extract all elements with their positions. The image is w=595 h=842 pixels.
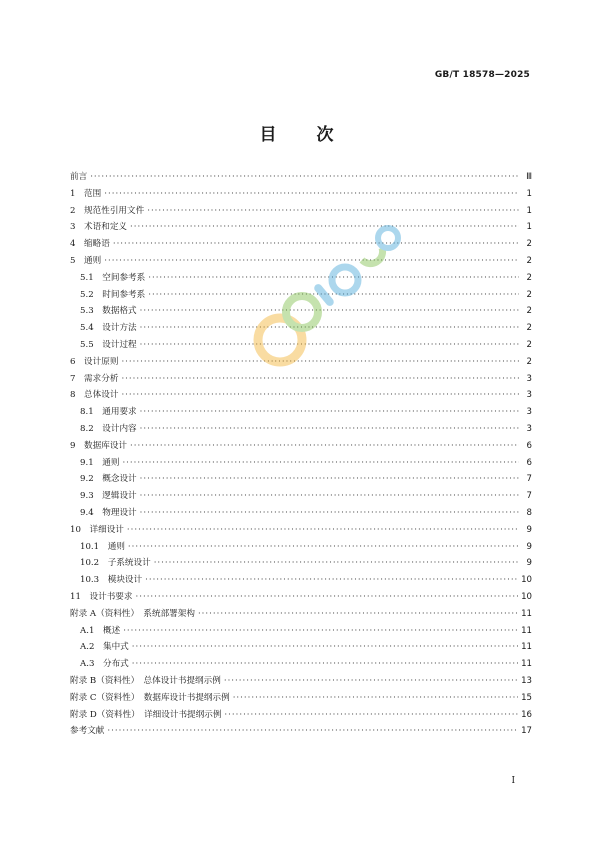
- toc-entry[interactable]: [70, 523, 532, 540]
- toc-entry-label: 10.3 模块设计: [80, 575, 143, 586]
- toc-entry-page: 10: [521, 591, 532, 602]
- toc-entry-label: 5.3 数据格式: [80, 306, 137, 317]
- toc-leader-dots: [148, 273, 519, 283]
- toc-leader-dots: [132, 642, 518, 652]
- toc-leader-dots: [136, 592, 519, 602]
- toc-entry-page: 1: [526, 222, 532, 233]
- toc-entry-page: 6: [526, 440, 532, 451]
- toc-entry-page: 9: [526, 541, 532, 552]
- toc-entry[interactable]: [70, 254, 532, 271]
- toc-leader-dots: [127, 525, 519, 535]
- toc-entry[interactable]: [70, 540, 532, 557]
- toc-entry-page: 11: [521, 608, 532, 619]
- toc-entry[interactable]: [70, 388, 532, 405]
- toc-entry-label: 10.2 子系统设计: [80, 558, 151, 569]
- toc-leader-dots: [104, 189, 519, 199]
- toc-leader-dots: [121, 390, 519, 400]
- toc-entry-label: 10 详细设计: [70, 524, 124, 535]
- toc-leader-dots: [140, 306, 519, 316]
- toc-leader-dots: [123, 626, 518, 636]
- toc-leader-dots: [224, 676, 518, 686]
- toc-leader-dots: [233, 693, 518, 703]
- toc-entry[interactable]: [70, 674, 532, 691]
- toc-leader-dots: [140, 491, 519, 501]
- toc-entry-label: 5.4 设计方法: [80, 323, 137, 334]
- toc-entry-page: Ⅲ: [526, 172, 532, 182]
- toc-leader-dots: [154, 558, 519, 568]
- toc-entry-label: 附录 C（资料性） 数据库设计书提纲示例: [70, 692, 230, 703]
- toc-entry-page: 3: [526, 423, 532, 434]
- toc-entry[interactable]: [70, 338, 532, 355]
- toc-entry-page: 3: [526, 390, 532, 401]
- toc-entry-label: 7 需求分析: [70, 373, 119, 384]
- toc-entry[interactable]: [70, 187, 532, 204]
- toc-entry[interactable]: [70, 321, 532, 338]
- toc-leader-dots: [140, 323, 519, 333]
- toc-entry-page: 1: [526, 205, 532, 216]
- table-of-contents: [70, 170, 532, 741]
- toc-leader-dots: [113, 239, 519, 249]
- toc-entry[interactable]: [70, 422, 532, 439]
- toc-entry-label: 10.1 通则: [80, 541, 125, 552]
- toc-leader-dots: [130, 222, 519, 232]
- toc-entry-page: 16: [521, 709, 532, 720]
- toc-entry-label: 参考文献: [70, 726, 105, 737]
- toc-entry-page: 10: [521, 575, 532, 586]
- toc-leader-dots: [90, 172, 519, 182]
- toc-entry-label: 2 规范性引用文件: [70, 205, 145, 216]
- toc-entry[interactable]: [70, 271, 532, 288]
- toc-entry[interactable]: [70, 556, 532, 573]
- toc-leader-dots: [147, 206, 519, 216]
- toc-entry[interactable]: [70, 489, 532, 506]
- toc-entry-page: 6: [526, 457, 532, 468]
- toc-entry-page: 2: [526, 339, 532, 350]
- page-title: 目 次: [259, 125, 336, 145]
- toc-entry-page: 11: [521, 625, 532, 636]
- toc-leader-dots: [107, 726, 518, 736]
- toc-entry-page: 2: [526, 239, 532, 250]
- toc-entry-label: 5 通则: [70, 255, 102, 266]
- toc-entry[interactable]: [70, 708, 532, 725]
- toc-entry[interactable]: [70, 372, 532, 389]
- toc-entry-page: 11: [521, 659, 532, 670]
- toc-entry[interactable]: [70, 405, 532, 422]
- toc-entry-label: A.3 分布式: [80, 659, 129, 670]
- toc-entry-label: 9 数据库设计: [70, 440, 128, 451]
- toc-entry-label: A.1 概述: [80, 625, 121, 636]
- toc-entry-label: 1 范围: [70, 188, 102, 199]
- toc-entry-page: 2: [526, 306, 532, 317]
- toc-entry-label: 6 设计原则: [70, 356, 119, 367]
- toc-entry-label: 5.1 空间参考系: [80, 272, 146, 283]
- toc-leader-dots: [132, 659, 518, 669]
- toc-entry[interactable]: [70, 624, 532, 641]
- toc-entry-page: 2: [526, 289, 532, 300]
- toc-leader-dots: [104, 256, 519, 266]
- toc-entry[interactable]: [70, 506, 532, 523]
- toc-entry[interactable]: [70, 170, 532, 187]
- toc-entry[interactable]: [70, 288, 532, 305]
- toc-leader-dots: [198, 609, 518, 619]
- toc-leader-dots: [148, 290, 519, 300]
- toc-entry-page: 3: [526, 373, 532, 384]
- toc-entry-label: A.2 集中式: [80, 642, 129, 653]
- toc-entry[interactable]: [70, 691, 532, 708]
- toc-entry[interactable]: [70, 204, 532, 221]
- toc-entry-page: 11: [521, 642, 532, 653]
- toc-entry-page: 3: [526, 407, 532, 418]
- toc-leader-dots: [140, 474, 519, 484]
- toc-entry-label: 4 缩略语: [70, 239, 110, 250]
- toc-leader-dots: [121, 374, 519, 384]
- toc-entry-label: 9.3 逻辑设计: [80, 491, 137, 502]
- toc-entry-page: 7: [526, 491, 532, 502]
- standard-code: GB/T 18578—2025: [434, 70, 530, 80]
- toc-entry[interactable]: [70, 456, 532, 473]
- toc-entry[interactable]: [70, 237, 532, 254]
- toc-entry-label: 8.1 通用要求: [80, 407, 137, 418]
- toc-entry-page: 2: [526, 272, 532, 283]
- toc-entry[interactable]: [70, 590, 532, 607]
- toc-leader-dots: [121, 357, 519, 367]
- toc-entry-page: 13: [521, 675, 532, 686]
- toc-entry-page: 2: [526, 255, 532, 266]
- page-number: I: [511, 776, 515, 786]
- toc-leader-dots: [140, 340, 519, 350]
- toc-entry-label: 附录 B（资料性） 总体设计书提纲示例: [70, 675, 221, 686]
- toc-entry[interactable]: [70, 640, 532, 657]
- toc-entry-label: 前言: [70, 172, 88, 182]
- toc-entry-label: 5.5 设计过程: [80, 339, 137, 350]
- toc-leader-dots: [140, 424, 519, 434]
- toc-entry-page: 15: [521, 692, 532, 703]
- toc-entry-page: 2: [526, 323, 532, 334]
- toc-entry[interactable]: [70, 304, 532, 321]
- toc-entry-page: 7: [526, 474, 532, 485]
- toc-entry-label: 8.2 设计内容: [80, 423, 137, 434]
- toc-entry-label: 9.4 物理设计: [80, 507, 137, 518]
- toc-entry-page: 1: [526, 188, 532, 199]
- toc-leader-dots: [224, 710, 518, 720]
- toc-entry-page: 9: [526, 558, 532, 569]
- toc-entry-label: 5.2 时间参考系: [80, 289, 146, 300]
- toc-entry[interactable]: [70, 355, 532, 372]
- toc-entry[interactable]: [70, 724, 532, 741]
- toc-entry-label: 3 术语和定义: [70, 222, 128, 233]
- toc-entry-label: 附录 D（资料性） 详细设计书提纲示例: [70, 709, 222, 720]
- toc-entry[interactable]: [70, 607, 532, 624]
- toc-leader-dots: [122, 458, 519, 468]
- toc-leader-dots: [145, 575, 518, 585]
- toc-entry-label: 11 设计书要求: [70, 591, 133, 602]
- toc-entry-page: 2: [526, 356, 532, 367]
- toc-entry[interactable]: [70, 573, 532, 590]
- toc-entry-page: 17: [521, 726, 532, 737]
- toc-entry[interactable]: [70, 472, 532, 489]
- toc-entry-page: 8: [526, 507, 532, 518]
- toc-leader-dots: [140, 508, 519, 518]
- toc-entry-page: 9: [526, 524, 532, 535]
- toc-entry-label: 附录 A（资料性） 系统部署架构: [70, 608, 195, 619]
- toc-entry[interactable]: [70, 657, 532, 674]
- toc-entry-label: 9.2 概念设计: [80, 474, 137, 485]
- toc-leader-dots: [140, 407, 519, 417]
- toc-leader-dots: [128, 542, 519, 552]
- toc-entry-label: 9.1 通则: [80, 457, 120, 468]
- toc-entry[interactable]: [70, 220, 532, 237]
- toc-entry[interactable]: [70, 439, 532, 456]
- toc-entry-label: 8 总体设计: [70, 390, 119, 401]
- toc-leader-dots: [130, 441, 519, 451]
